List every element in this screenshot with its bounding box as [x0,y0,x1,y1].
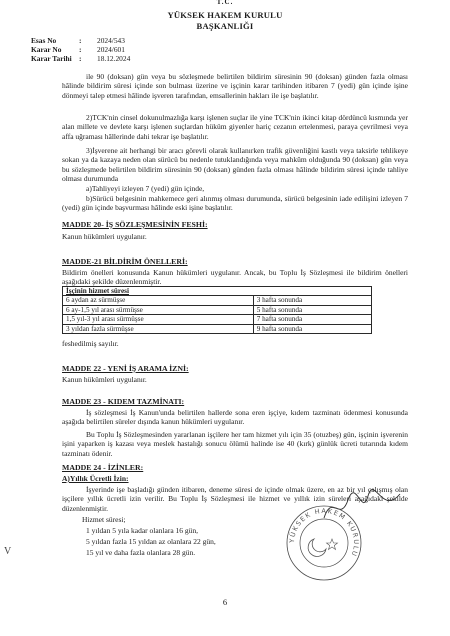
leave-list [82,514,216,558]
meta-value: 18.12.2024 [97,54,131,64]
notice-cell: 3 hafta sonunda [253,296,371,305]
paragraph-return: ile 90 (doksan) gün veya bu sözleşmede belirtilen bildirim süresinin 90 (doksan) günden fazla olması hâlinde bildirim süresi içinde son bulması üzerine ve işçinin karar tarihinden itibaren 7 (yedi) gün içinde işine dönmeyi talep etmesi hâlinde işveren tarafından, emsallerinin hakları ile işe başlatılır. [62,72,408,100]
notice-cell: 7 hafta sonunda [253,315,371,324]
table-row [63,305,372,314]
paragraph-tck: 2)TCK'nin cinsel dokunulmazlığa karşı işlenen suçlar ile yine TCK'nin ikinci kitap dördüncü kısmında yer alan millete ve devlete karşı işlenen suçlardan hüküm giyenler hariç cezanın ertelenmesi, paraya çevrilmesi veya affa uğraması hâllerinde dahi tekrar işe başlatılır. [62,113,408,141]
madde21-title: MADDE-21 BİLDİRİM ÖNELLERİ: [62,257,188,266]
table-header: İşçinin hizmet süresi [63,287,372,296]
table-row [63,324,372,333]
list-item: 1 yıldan 5 yıla kadar olanlara 16 gün, [86,526,199,535]
table-row [63,315,372,324]
meta-colon: : [79,36,82,45]
org-title: YÜKSEK HAKEM KURULU [167,10,283,20]
meta-colon: : [79,54,82,64]
meta-row-karar [31,45,130,54]
madde23-title: MADDE 23 - KIDEM TAZMİNATI: [62,397,185,406]
official-seal-icon [284,503,364,583]
meta-colon: : [79,45,82,55]
table-header-row [63,287,372,296]
paragraph-a: a)Tahliyeyi izleyen 7 (yedi) gün içinde, [86,184,205,193]
service-cell: 3 yıldan fazla sürmüşse [63,324,254,333]
madde20-body: Kanun hükümleri uygulanır. [62,232,147,241]
madde23-p1: İş sözleşmesi İş Kanun'unda belirtilen hallerde sona eren işçiye, kıdem tazminatı ödenmesi konusunda aşağıda belirtilen süreler dışında kanun hükümleri uygulanır. [62,408,408,427]
madde20-title: MADDE 20- İŞ SÖZLEŞMESİNİN FESHİ: [62,220,208,229]
meta-value: 2024/543 [97,36,125,45]
notice-cell: 5 hafta sonunda [253,305,371,314]
top-mark: T.C. [216,0,234,6]
paragraph-b: b)Sürücü belgesinin mahkemece geri alınmış olması durumunda, sürücü belgesinin iade edilişini izleyen 7 (yedi) gün içinde başvurması hâlinde eski işine başlatılır. [62,194,408,213]
list-item: 5 yıldan fazla 15 yıldan az olanlara 22 gün, [86,537,216,546]
list-item: 15 yıl ve daha fazla olanlara 28 gün. [86,548,196,557]
meta-key: Karar No [31,45,62,55]
madde21-body: Bildirim önelleri konusunda Kanun hükümleri uygulanır. Ancak, bu Toplu İş Sözleşmesi ile bildirim önelleri aşağıdaki şekilde düzenlenmiştir. [62,268,408,287]
page-number: 6 [222,597,228,607]
service-cell: 6 ay-1,5 yıl arası sürmüşse [63,305,254,314]
notice-table [62,286,372,334]
meta-value: 2024/601 [97,45,125,55]
meta-key: Karar Tarihi [31,54,72,64]
seal-text: YÜKSEK HAKEM KURULU [287,506,361,559]
meta-key: Esas No [31,36,57,45]
org-subtitle: BAŞKANLIĞI [196,21,254,31]
madde23-p2: Bu Toplu İş Sözleşmesinden yararlanan işçilere her tam hizmet yılı için 35 (otuzbeş) gün, işçinin işverenin işini yaparken iş kazası veya meslek hastalığı sonucu ölümü halinde ise 40 (kırk) günlük ücreti tutarında kıdem tazminatı ödenir. [62,430,408,458]
madde22-title: MADDE 22 - YENİ İŞ ARAMA İZNİ: [62,364,189,373]
list-title: Hizmet süresi; [82,515,126,524]
madde24-title: MADDE 24 - İZİNLER: [62,463,144,472]
madde21-after: feshedilmiş sayılır. [62,339,119,348]
madde22-body: Kanun hükümleri uygulanır. [62,375,147,384]
madde24-subtitle: A)Yıllık Ücretli İzin: [62,474,129,483]
madde24-p1: İşyerinde işe başladığı günden itibaren, deneme süresi de içinde olmak üzere, en az bir yıl çalışmış olan işçilere yıllık ücretli izin verilir. Bu Toplu İş Sözleşmesi ile hizmet ve yıllık izin süreleri aşağıdaki şekilde düzenlenmiştir. [62,485,408,513]
paragraph-driver: 3)İşverene ait herhangi bir aracı görevli olarak kullanırken trafik güvenliğini kastlı veya taksirle tehlikeye sokan ya da kazaya neden olan sürücü bu nedenle tutuklandığında veya mahkûm olduğunda 90 (doksan) gün veya bu sözleşmede belirtilen bildirim süresinin 90 (doksan) günden fazla olması hâlinde bildirim süresi içinde tahliye olması durumunda [62,146,408,183]
margin-mark: V [4,546,12,557]
table-row [63,296,372,305]
notice-cell: 9 hafta sonunda [253,324,371,333]
case-meta [31,36,130,64]
meta-row-tarih [31,54,130,63]
service-cell: 1,5 yıl-3 yıl arası sürmüşse [63,315,254,324]
service-cell: 6 aydan az sürmüşse [63,296,254,305]
meta-row-esas [31,36,130,45]
